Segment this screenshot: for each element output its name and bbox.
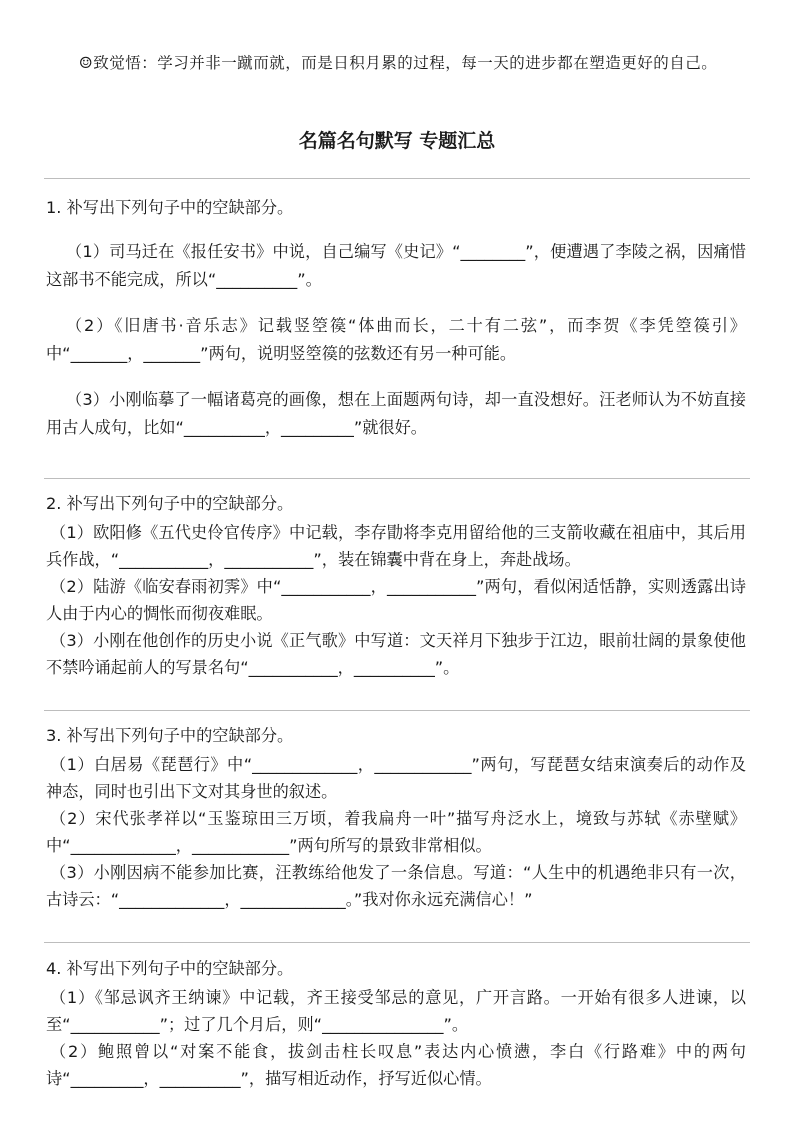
question-item: （2）宋代张孝祥以“玉鉴琼田三万顷，着我扁舟一叶”描写舟泛水上，境致与苏轼《赤壁赋》中“_____________，____________”两句所写的景致非常相似。 <box>46 809 746 855</box>
question-heading: 3. 补写出下列句子中的空缺部分。 <box>46 726 294 745</box>
question-item: （3）小刚因病不能参加比赛，汪教练给他发了一条信息。写道：“人生中的机遇绝非只有一次，古诗云：“_____________，_____________。”我对你永远充满信心！” <box>46 863 746 909</box>
divider <box>44 710 750 711</box>
question-item: （1）白居易《琵琶行》中“_____________，____________”两句，写琵琶女结束演奏后的动作及神态，同时也引出下文对其身世的叙述。 <box>46 755 746 801</box>
question-block-1 <box>46 194 746 460</box>
question-heading: 4. 补写出下列句子中的空缺部分。 <box>46 959 294 978</box>
question-item: （2）鲍照曾以“对案不能食，拔剑击柱长叹息”表达内心愤懑，李白《行路难》中的两句诗“_________，__________”，描写相近动作，抒写近似心情。 <box>46 1042 746 1088</box>
page-title: 名篇名句默写 专题汇总 <box>298 130 496 152</box>
divider <box>44 942 750 943</box>
question-heading: 1. 补写出下列句子中的空缺部分。 <box>46 198 294 217</box>
question-item: （2）陆游《临安春雨初霁》中“___________，___________”两句，看似闲适恬静，实则透露出诗人由于内心的惆怅而彻夜难眠。 <box>46 577 746 623</box>
question-block-2 <box>46 490 746 681</box>
question-item: （3）小刚临摹了一幅诸葛亮的画像，想在上面题两句诗，却一直没想好。汪老师认为不妨直接用古人成句，比如“__________，_________”就很好。 <box>46 390 746 437</box>
motivational-motto: ☺致觉悟：学习并非一蹴而就，而是日积月累的过程，每一天的进步都在塑造更好的自己。 <box>78 54 718 72</box>
divider <box>44 178 750 179</box>
divider <box>44 478 750 479</box>
question-block-4 <box>46 955 746 1092</box>
question-item: （1）《邹忌讽齐王纳谏》中记载，齐王接受邹忌的意见，广开言路。一开始有很多人进谏，以至“___________”；过了几个月后，则“_______________”。 <box>46 988 746 1034</box>
question-item: （1）欧阳修《五代史伶官传序》中记载，李存勖将李克用留给他的三支箭收藏在祖庙中，其后用兵作战，“___________，___________”，装在锦囊中背在身上，奔赴战场。 <box>46 523 746 569</box>
question-block-3 <box>46 722 746 913</box>
question-item: （2）《旧唐书·音乐志》记载竖箜篌“体曲而长，二十有二弦”，而李贺《李凭箜篌引》中“_______，_______”两句，说明竖箜篌的弦数还有另一种可能。 <box>46 316 746 363</box>
question-item: （1）司马迁在《报任安书》中说，自己编写《史记》“________”，便遭遇了李陵之祸，因痛惜这部书不能完成，所以“__________”。 <box>46 242 746 289</box>
question-item: （3）小刚在他创作的历史小说《正气歌》中写道：文天祥月下独步于江边，眼前壮阔的景象使他不禁吟诵起前人的写景名句“___________，__________”。 <box>46 631 746 677</box>
question-heading: 2. 补写出下列句子中的空缺部分。 <box>46 494 294 513</box>
